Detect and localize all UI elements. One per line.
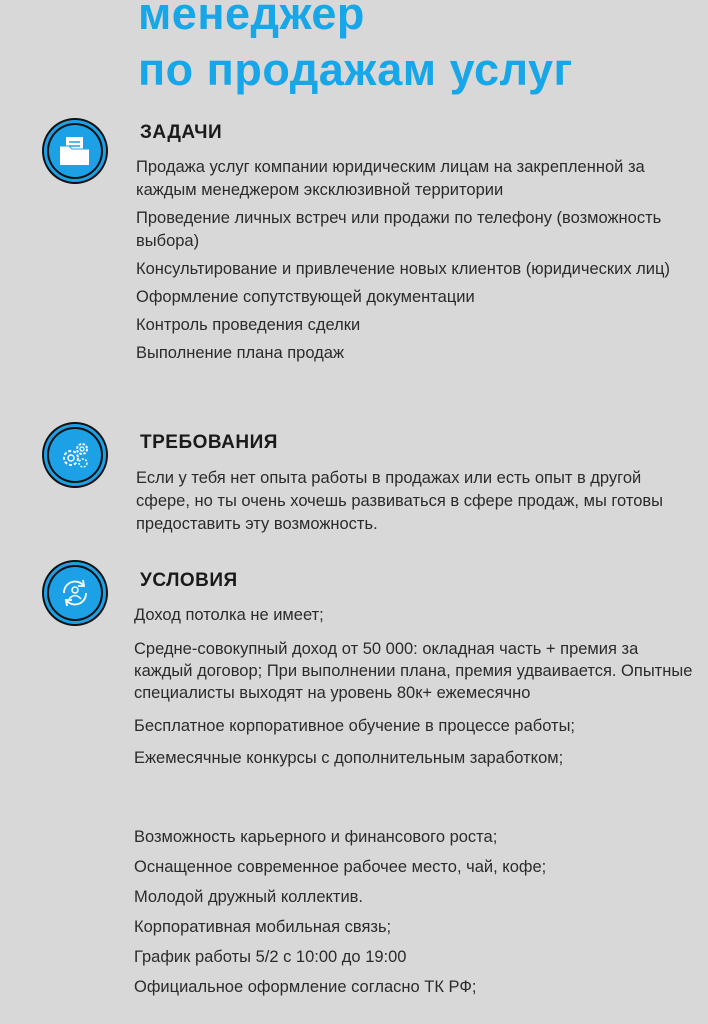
- list-item: Доход потолка не имеет;: [134, 606, 324, 624]
- list-item: Продажа услуг компании юридическим лицам на закрепленной за каждым менеджером эксклюзивной территории: [136, 158, 645, 199]
- list-item: Оформление сопутствующей документации: [136, 288, 475, 306]
- conditions-icon-badge: [42, 560, 108, 626]
- requirements-icon-badge: [42, 422, 108, 488]
- folder-icon: [56, 132, 94, 170]
- list-item: Молодой дружный коллектив.: [134, 888, 364, 906]
- person-cycle-icon: [56, 574, 94, 612]
- list-item: Возможность карьерного и финансового роста;: [134, 828, 498, 846]
- tasks-heading: ЗАДАЧИ: [140, 122, 223, 143]
- list-item: Проведение личных встреч или продажи по телефону (возможность выбора): [136, 209, 662, 250]
- list-item: Бесплатное корпоративное обучение в процессе работы;: [134, 717, 576, 735]
- list-item: Контроль проведения сделки: [136, 316, 361, 334]
- conditions-heading: УСЛОВИЯ: [140, 570, 238, 591]
- list-item: Официальное оформление согласно ТК РФ;: [134, 978, 477, 996]
- conditions-list-2: [134, 826, 694, 1005]
- requirements-heading: ТРЕБОВАНИЯ: [140, 432, 278, 453]
- list-item: Консультирование и привлечение новых клиентов (юридических лиц): [136, 260, 670, 278]
- conditions-list: [134, 604, 694, 776]
- list-item: Выполнение плана продаж: [136, 344, 344, 362]
- list-item: Ежемесячные конкурсы с дополнительным заработком;: [134, 749, 564, 767]
- title-line-1: менеджер: [138, 0, 365, 39]
- requirements-text-block: [136, 467, 696, 541]
- list-item: Корпоративная мобильная связь;: [134, 918, 392, 936]
- title-line-2: по продажам услуг: [138, 44, 573, 95]
- tasks-list: [136, 156, 696, 370]
- gears-icon: [56, 436, 94, 474]
- page-title: [138, 0, 573, 98]
- requirements-text: Если у тебя нет опыта работы в продажах или есть опыт в другой сфере, но ты очень хочешь развиваться в сфере продаж, мы готовы предоставить эту возможность.: [136, 469, 664, 533]
- list-item: Средне-совокупный доход от 50 000: окладная часть + премия за каждый договор; При выполнении плана, премия удваивается. Опытные специалисты выходят на уровень 80к+ ежемесячно: [134, 640, 693, 702]
- list-item: Оснащенное современное рабочее место, чай, кофе;: [134, 858, 547, 876]
- list-item: График работы 5/2 с 10:00 до 19:00: [134, 948, 407, 966]
- tasks-icon-badge: [42, 118, 108, 184]
